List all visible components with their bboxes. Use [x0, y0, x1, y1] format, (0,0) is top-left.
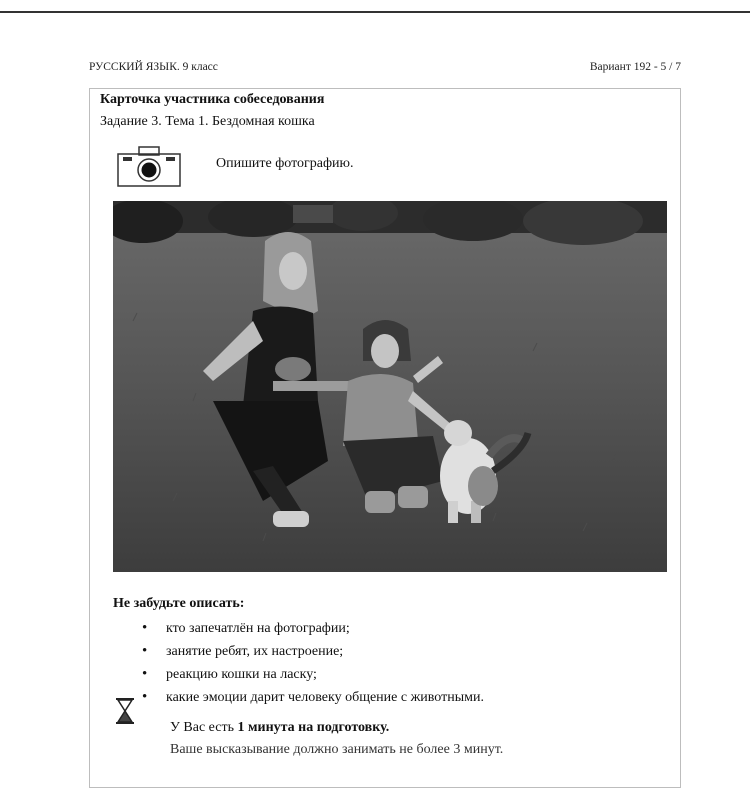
variant-header: Вариант 192 - 5 / 7 — [589, 61, 681, 73]
hourglass-icon — [115, 698, 135, 724]
top-rule — [0, 11, 750, 13]
prep-note — [170, 720, 389, 736]
list-item: • реакцию кошки на ласку; — [142, 663, 484, 686]
remember-list — [142, 617, 484, 709]
card-title: Карточка участника собеседования — [100, 92, 325, 107]
task-topic: Задание 3. Тема 1. Бездомная кошка — [100, 114, 315, 129]
remember-heading: Не забудьте описать: — [113, 596, 245, 611]
subject-header: РУССКИЙ ЯЗЫК. 9 класс — [89, 61, 218, 73]
prep-prefix: У Вас есть — [170, 720, 238, 735]
task-instruction: Опишите фотографию. — [216, 156, 354, 171]
list-item: • кто запечатлён на фотографии; — [142, 617, 484, 640]
list-item: • какие эмоции дарит человеку общение с животными. — [142, 686, 484, 709]
camera-icon — [117, 145, 181, 187]
task-photo — [113, 201, 667, 572]
answer-limit-note: Ваше высказывание должно занимать не более 3 минут. — [170, 742, 504, 757]
prep-time: 1 минута на подготовку. — [237, 720, 390, 735]
list-item: • занятие ребят, их настроение; — [142, 640, 484, 663]
